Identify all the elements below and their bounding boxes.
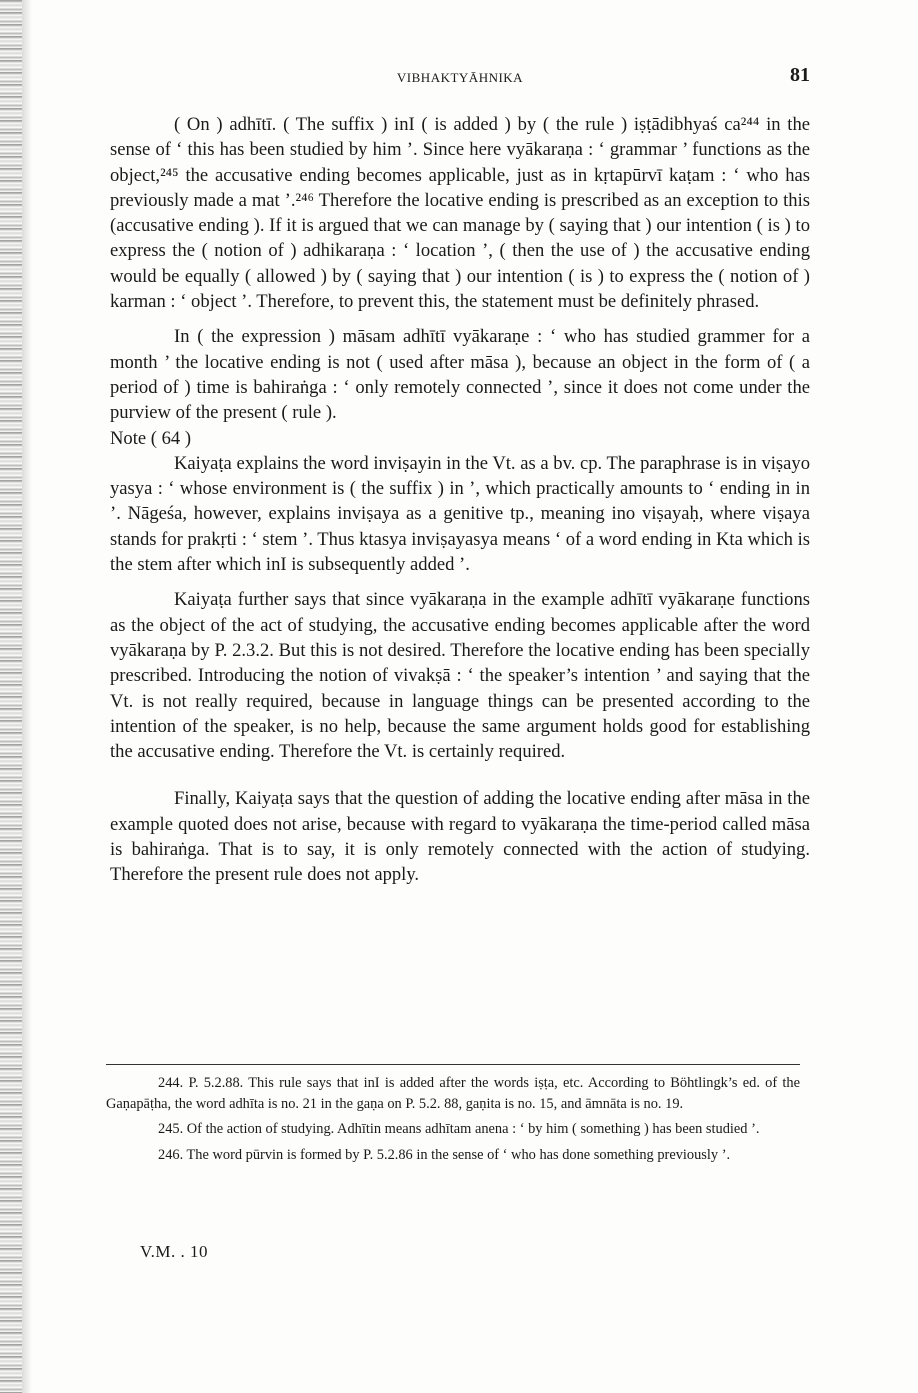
paragraph-kaiyata-further: Kaiyaṭa further says that since vyākaraṇa in the example adhītī vyākaraṇe functions as the object of the act of studying, the accusative ending becomes applicable after the word vyākaraṇa by P. 2.3.2. But this is not desired. Therefore the locative ending has been specially prescribed. Introducing the notion of vivakṣā : ‘ the speaker’s intention ’ and saying that the Vt. is not really required, because in language things can be presented according to the intention of the speaker, is no help, because the same argument holds good for establishing the accusative ending. Therefore the Vt. is certainly required.: [110, 589, 810, 763]
footnote-244: 244. P. 5.2.88. This rule says that inI is added after the words iṣṭa, etc. According to Böhtlingk’s ed. of the Gaṇapāṭha, the word adhīta is no. 21 in the gaṇa on P. 5.2. 88, gaṇita is no. 15, and āmnāta is no. 19.: [106, 1075, 800, 1112]
page-number: 81: [790, 64, 810, 86]
scan-edge-gradient: [22, 0, 32, 1393]
note-heading: Note ( 64 ): [110, 427, 192, 449]
paragraph-kaiyata-explains: Kaiyaṭa explains the word inviṣayin in the Vt. as a bv. cp. The paraphrase is in viṣayo yasya : ‘ whose environment is ( the suffix ) in ’, which practically amounts to ‘ ending in in ’. Nāgeśa, however, explains inviṣaya as a genitive tp., meaning ino viṣayaḥ, where viṣaya stands for prakṛti : ‘ stem ’. Thus ktasya inviṣayasya means ‘ of a word ending in Kta which is the stem after which inI is subsequently added ’.: [110, 452, 810, 576]
paragraph-masam: In ( the expression ) māsam adhītī vyākaraṇe : ‘ who has studied grammer for a month ’ the locative ending is not ( used after māsa ), because an object in the form of ( a period of ) time is bahiraṅga : ‘ only remotely connected ’, since it does not come under the purview of the present ( rule ).: [110, 326, 810, 424]
paragraph-finally: Finally, Kaiyaṭa says that the question of adding the locative ending after māsa in the example quoted does not arise, because with regard to vyākaraṇa the time-period called māsa is bahiraṅga. That is to say, it is only remotely connected with the action of studying. Therefore the present rule does not apply.: [110, 788, 810, 886]
paragraph-adhiti: ( On ) adhītī. ( The suffix ) inI ( is added ) by ( the rule ) iṣṭādibhyaś ca²⁴⁴ in the sense of ‘ this has been studied by him ’. Since here vyākaraṇa : ‘ grammar ’ functions as the object,²⁴⁵ the accusative ending becomes applicable, just as in kṛtapūrvī kaṭam : ‘ who has previously made a mat ’.²⁴⁶ Therefore the locative ending is prescribed as an exception to this (accusative ending ). If it is argued that we can manage by ( saying that ) our intention ( is ) to express the ( notion of ) adhikaraṇa : ‘ location ’, ( then the use of ) the accusative ending would be equally ( allowed ) by ( saying that ) our intention ( is ) to express the ( notion of ) karman : ‘ object ’. Therefore, to prevent this, the statement must be definitely phrased.: [110, 114, 810, 313]
footnotes: [106, 1073, 800, 1170]
footnote-rule: [106, 1064, 800, 1065]
signature-mark: V.M. . 10: [140, 1242, 208, 1261]
footnote-245: 245. Of the action of studying. Adhītin means adhītam anena : ‘ by him ( something ) has been studied ’.: [158, 1121, 760, 1137]
page-header: [110, 64, 810, 94]
footnote-246: 246. The word pūrvin is formed by P. 5.2.86 in the sense of ‘ who has done something previously ’.: [158, 1146, 731, 1163]
running-head: VIBHAKTYĀHNIKA: [396, 70, 524, 85]
scan-edge-shadow: [0, 0, 22, 1393]
page-body: [110, 112, 810, 888]
